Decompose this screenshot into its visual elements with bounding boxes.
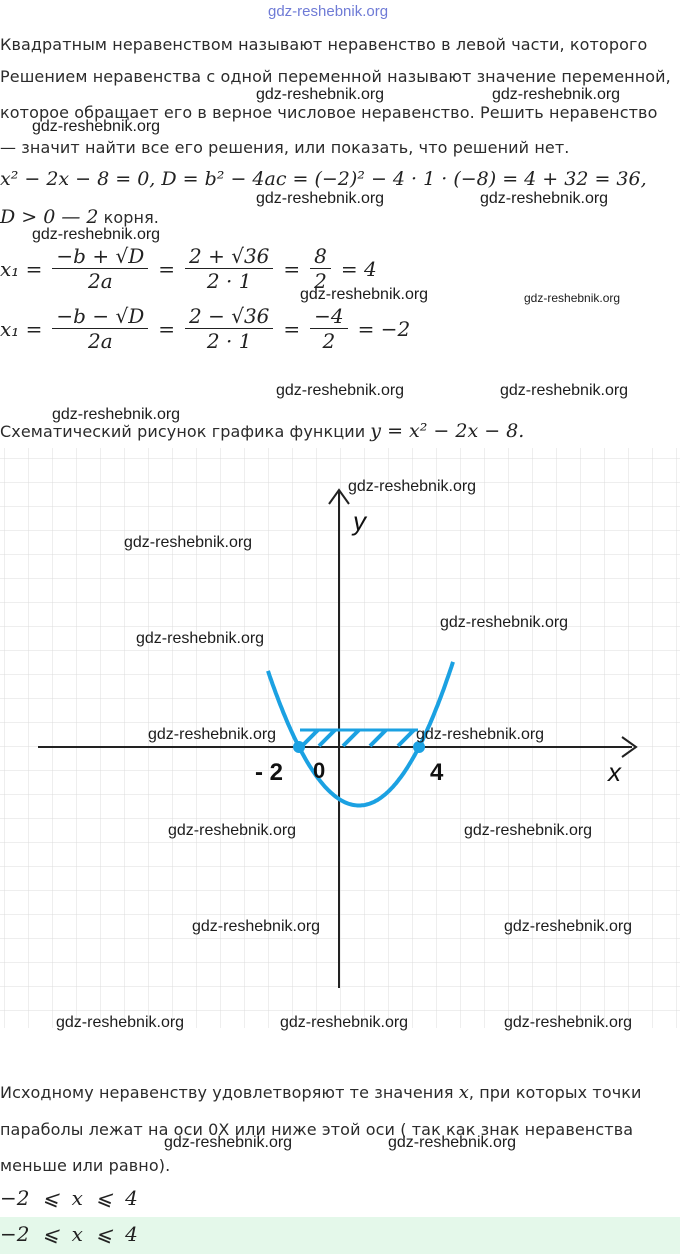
watermark-link[interactable]: gdz-reshebnik.org <box>136 630 265 647</box>
watermark-link[interactable]: gdz-reshebnik.org <box>504 1014 633 1031</box>
x1-lhs: x₁ = <box>0 256 43 281</box>
x2-fraction-substituted <box>185 304 273 353</box>
watermark-link[interactable]: gdz-reshebnik.org <box>164 1134 293 1151</box>
watermark-link[interactable]: gdz-reshebnik.org <box>32 226 161 243</box>
x2-numerator: −b − √D <box>52 304 148 329</box>
root-x2-formula <box>0 304 410 353</box>
watermark-link[interactable]: gdz-reshebnik.org <box>348 478 477 495</box>
watermark-link[interactable]: gdz-reshebnik.org <box>56 1014 185 1031</box>
watermark-link[interactable]: gdz-reshebnik.org <box>300 286 429 303</box>
watermark-link[interactable]: gdz-reshebnik.org <box>256 190 385 207</box>
x2-lhs: x₁ = <box>0 316 43 341</box>
x1-denominator-2: 2 · 1 <box>206 269 252 293</box>
watermark-link[interactable]: gdz-reshebnik.org <box>32 118 161 135</box>
x1-numerator: −b + √D <box>52 244 148 269</box>
x2-result: = −2 <box>357 316 411 341</box>
discriminant-equation: x² − 2x − 8 = 0, D = b² − 4ac = (−2)² − 4 · 1 · (−8) = 4 + 32 = 36, <box>0 168 647 190</box>
graph-caption-function: y = x² − 2x − 8. <box>370 420 525 442</box>
x1-result: = 4 <box>340 256 377 281</box>
x2-denominator: 2a <box>88 329 113 353</box>
x1-fraction-general <box>52 244 148 293</box>
solution-definition-line3: — значит найти все его решения, или показать, что решений нет. <box>0 138 570 157</box>
conclusion-line1-b: , при которых точки <box>468 1083 642 1102</box>
x-axis-label: x <box>608 757 621 787</box>
x2-fraction-simplified <box>310 304 347 353</box>
definition-text: Квадратным неравенством называют неравенство в левой части, которого <box>0 35 648 54</box>
watermark-link[interactable]: gdz-reshebnik.org <box>464 822 593 839</box>
watermark-link[interactable]: gdz-reshebnik.org <box>280 1014 409 1031</box>
watermark-link[interactable]: gdz-reshebnik.org <box>440 614 569 631</box>
watermark-link[interactable]: gdz-reshebnik.org <box>168 822 297 839</box>
tick-label-zero: 0 <box>313 758 326 783</box>
conclusion-line1-a: Исходному неравенству удовлетворяют те значения <box>0 1083 454 1102</box>
conclusion-line1 <box>0 1082 642 1103</box>
answer-inequality: −2 ⩽ x ⩽ 4 <box>0 1186 138 1210</box>
watermark-top[interactable]: gdz-reshebnik.org <box>268 3 389 20</box>
x1-numerator-2: 2 + √36 <box>185 244 273 269</box>
watermark-link[interactable]: gdz-reshebnik.org <box>504 918 633 935</box>
watermark-link-small[interactable]: gdz-reshebnik.org <box>524 291 621 305</box>
watermark-link[interactable]: gdz-reshebnik.org <box>256 86 385 103</box>
watermark-link[interactable]: gdz-reshebnik.org <box>492 86 621 103</box>
watermark-link[interactable]: gdz-reshebnik.org <box>276 382 405 399</box>
tick-label-minus2: - 2 <box>255 759 284 786</box>
watermark-link[interactable]: gdz-reshebnik.org <box>388 1134 517 1151</box>
x1-equals-2: = <box>283 256 301 281</box>
x2-equals-2: = <box>283 316 301 341</box>
x2-fraction-general <box>52 304 148 353</box>
roots-note <box>0 206 159 228</box>
watermark-link[interactable]: gdz-reshebnik.org <box>192 918 321 935</box>
x1-equals: = <box>158 256 175 281</box>
graph-caption-text: Схематический рисунок графика функции <box>0 422 366 441</box>
solution-definition-line1: Решением неравенства с одной переменной называют значение переменной, <box>0 67 671 86</box>
x2-denominator-2: 2 · 1 <box>206 329 252 353</box>
x1-fraction-substituted <box>185 244 273 293</box>
x1-denominator-3: 2 <box>314 269 327 293</box>
roots-note-text: корня. <box>103 208 159 227</box>
x1-denominator: 2a <box>88 269 113 293</box>
tick-label-four: 4 <box>430 759 444 786</box>
conclusion-line3: меньше или равно). <box>0 1156 171 1175</box>
x2-denominator-3: 2 <box>322 329 336 353</box>
solution-definition-line2: которое обращает его в верное числовое неравенство. Решить неравенство <box>0 103 658 122</box>
x1-numerator-3: 8 <box>310 244 331 269</box>
x2-numerator-2: 2 − √36 <box>185 304 273 329</box>
y-axis-label: y <box>353 506 366 536</box>
watermark-link[interactable]: gdz-reshebnik.org <box>500 382 629 399</box>
conclusion-line1-math: x <box>458 1082 469 1103</box>
parabola-graph <box>0 448 680 1028</box>
answer-inequality-highlighted: −2 ⩽ x ⩽ 4 <box>0 1222 138 1246</box>
watermark-link[interactable]: gdz-reshebnik.org <box>416 726 545 743</box>
watermark-link[interactable]: gdz-reshebnik.org <box>124 534 253 551</box>
watermark-link[interactable]: gdz-reshebnik.org <box>148 726 277 743</box>
watermark-link[interactable]: gdz-reshebnik.org <box>480 190 609 207</box>
roots-note-math: D > 0 — 2 <box>0 206 99 228</box>
watermark-link[interactable]: gdz-reshebnik.org <box>52 406 181 423</box>
root-point-minus2 <box>293 741 305 753</box>
x2-equals: = <box>158 316 175 341</box>
conclusion-line2: параболы лежат на оси 0X или ниже этой оси ( так как знак неравенства <box>0 1120 634 1139</box>
x2-numerator-3: −4 <box>310 304 347 329</box>
